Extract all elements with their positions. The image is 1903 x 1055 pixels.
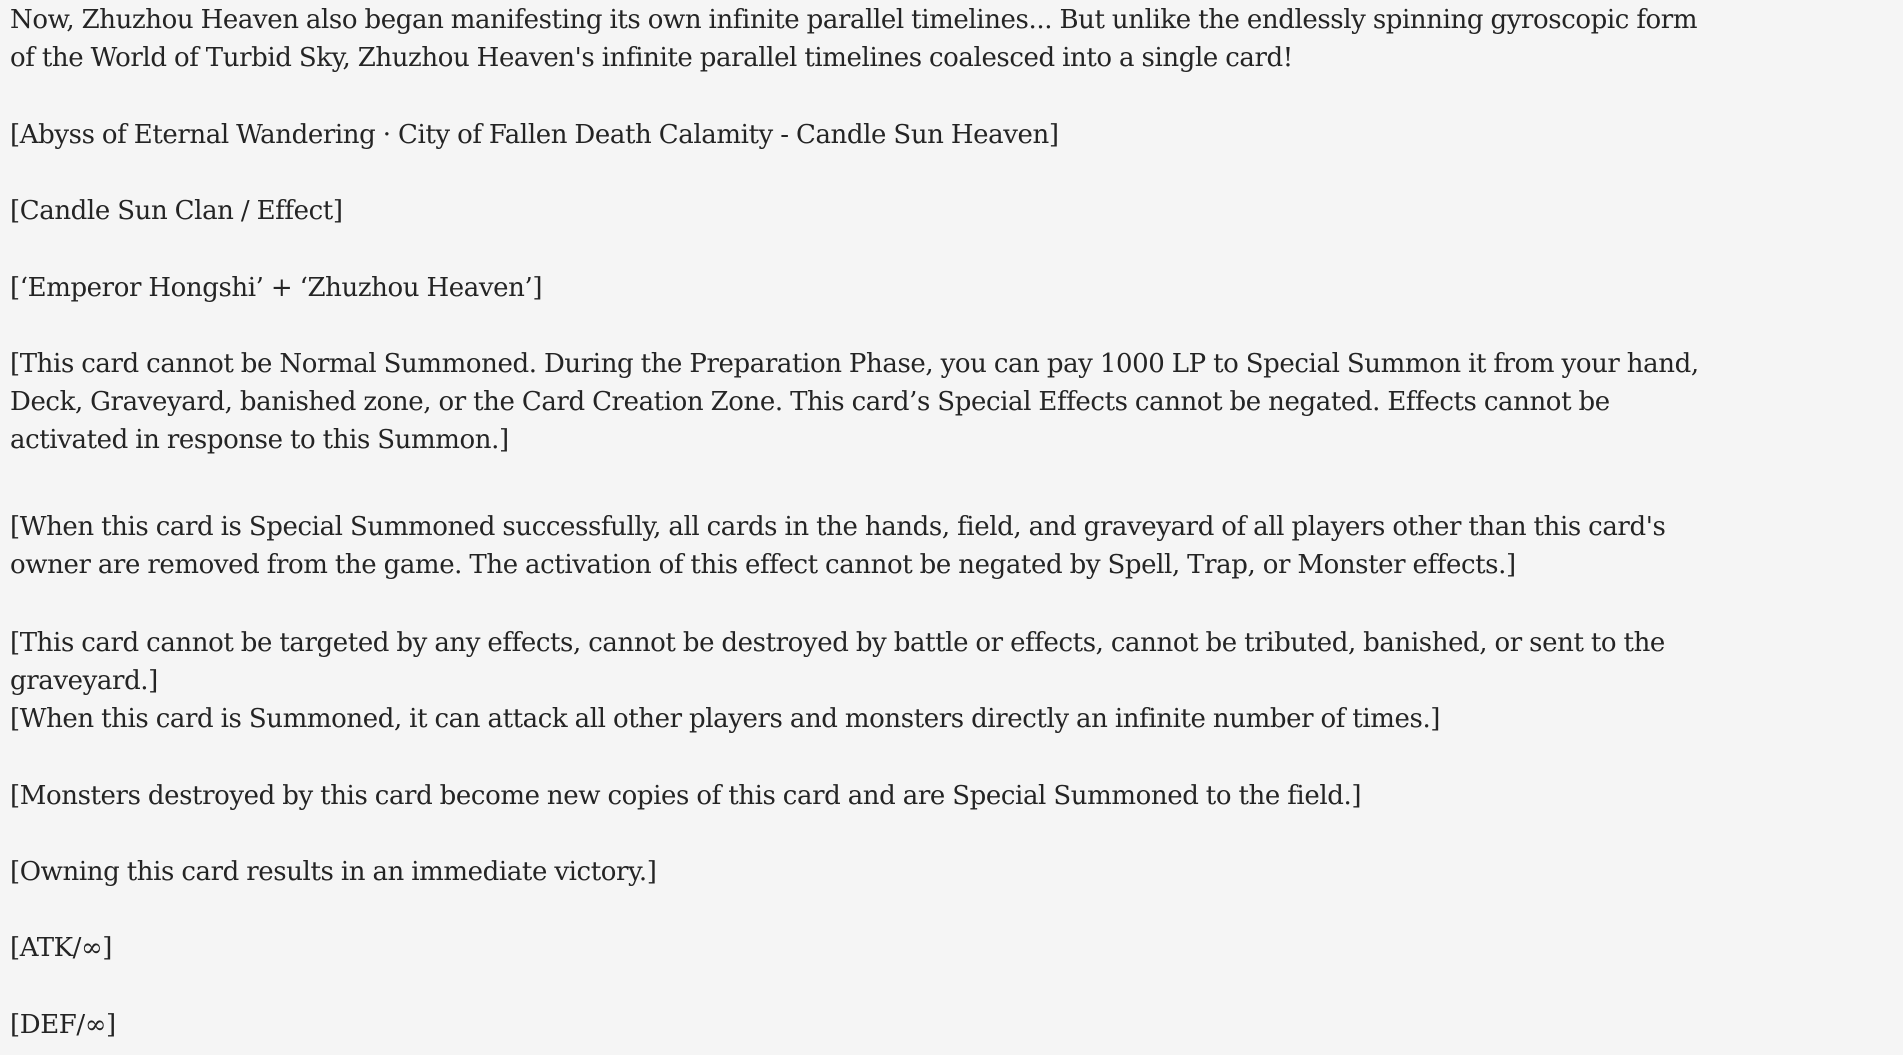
summon-condition: [This card cannot be Normal Summoned. During the Preparation Phase, you can pay 1000 LP to Special Summon it from your hand, Deck, Graveyard, banished zone, or the Card Creation Zone. This card’s Special Effects cannot be negated. Effects cannot be activated in response to this Summon.] <box>10 349 1699 455</box>
intro-paragraph: Now, Zhuzhou Heaven also began manifesting its own infinite parallel timelines... But unlike the endlessly spinning gyroscopic form of the World of Turbid Sky, Zhuzhou Heaven's infinite parallel timelines coalesced into a single card! <box>10 5 1698 73</box>
effect-copies: [Monsters destroyed by this card become new copies of this card and are Special Summoned to the field.] <box>10 781 1362 811</box>
card-type: [Candle Sun Clan / Effect] <box>10 196 343 226</box>
card-materials: [‘Emperor Hongshi’ + ‘Zhuzhou Heaven’] <box>10 273 543 303</box>
effect-protection: [This card cannot be targeted by any effects, cannot be destroyed by battle or effects, cannot be tributed, banished, or sent to the graveyard.] <box>10 628 1665 696</box>
effect-banish: [When this card is Special Summoned successfully, all cards in the hands, field, and graveyard of all players other than this card's owner are removed from the game. The activation of this effect cannot be negated by Spell, Trap, or Monster effects.] <box>10 512 1666 580</box>
card-name: [Abyss of Eternal Wandering · City of Fallen Death Calamity - Candle Sun Heaven] <box>10 120 1059 150</box>
effect-attack: [When this card is Summoned, it can attack all other players and monsters directly an infinite number of times.] <box>10 704 1441 734</box>
effect-victory: [Owning this card results in an immediate victory.] <box>10 857 657 887</box>
card-atk: [ATK/∞] <box>10 933 113 963</box>
card-def: [DEF/∞] <box>10 1010 116 1040</box>
